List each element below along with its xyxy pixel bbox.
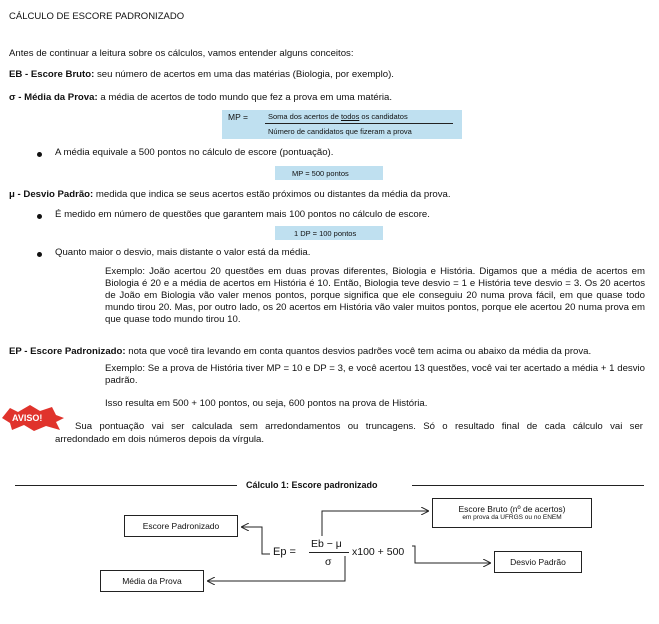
mp-formula-numerator: Soma dos acertos de todos os candidatos <box>268 112 408 121</box>
warning-line-1: Sua pontuação vai ser calculada sem arredondamentos ou truncagens. Só o resultado final de cada cálculo vai ser <box>75 421 643 432</box>
ep-term: EP - Escore Padronizado: <box>9 346 126 357</box>
example-historia: Exemplo: Se a prova de História tiver MP = 10 e DP = 3, e você acertou 13 questões, você vai ter acertado a média + 1 desvio padrão. <box>105 363 645 386</box>
mp-formula-lhs: MP = <box>228 112 248 122</box>
arrow-to-escore-padronizado <box>242 527 270 554</box>
bullet-mean: A média equivale a 500 pontos no cálculo de escore (pontuação). <box>55 147 334 158</box>
sigma-text: a média de acertos de todo mundo que fez a prova em uma matéria. <box>97 92 393 103</box>
arrow-to-desvio-padrao <box>412 546 490 563</box>
intro-text: Antes de continuar a leitura sobre os cálculos, vamos entender alguns conceitos: <box>9 48 354 59</box>
formula-tail: x100 + 500 <box>352 546 405 558</box>
mu-text: medida que indica se seus acertos estão próximos ou distantes da média da prova. <box>93 189 451 200</box>
formula-ep-label: Ep = <box>273 546 296 558</box>
sigma-term: σ - Média da Prova: <box>9 92 98 103</box>
formula-numerator: Eb − μ <box>311 538 342 550</box>
result-text: Isso resulta em 500 + 100 pontos, ou seja, 600 pontos na prova de História. <box>105 398 428 409</box>
escore-bruto-sub: em prova da UFRGS ou no ENEM <box>462 514 562 521</box>
escore-padronizado-box: Escore Padronizado <box>124 515 238 537</box>
mp-formula-denominator: Número de candidatos que fizeram a prova <box>268 127 412 136</box>
escore-bruto-label: Escore Bruto (nº de acertos) <box>458 504 566 514</box>
warning-line-2: arredondado em dois números depois da vírgula. <box>55 434 265 445</box>
eb-term: EB - Escore Bruto: <box>9 69 95 80</box>
mu-term: μ - Desvio Padrão: <box>9 189 94 200</box>
bullet-dp: É medido em número de questões que garantem mais 100 pontos no cálculo de escore. <box>55 209 430 220</box>
eb-text: seu número de acertos em uma das matérias (Biologia, por exemplo). <box>94 69 394 80</box>
media-prova-box: Média da Prova <box>100 570 204 592</box>
formula-denominator: σ <box>325 556 332 568</box>
bullet-desvio: Quanto maior o desvio, mais distante o valor está da média. <box>55 247 311 258</box>
arrow-to-escore-bruto <box>322 511 428 536</box>
desvio-padrao-box: Desvio Padrão <box>494 551 582 573</box>
arrow-to-media-prova <box>208 556 345 581</box>
dp-value: 1 DP = 100 pontos <box>294 229 357 238</box>
ep-text: nota que você tira levando em conta quantos desvios padrões você tem acima ou abaixo da média da prova. <box>125 346 592 357</box>
example-joao: Exemplo: João acertou 20 questões em duas provas diferentes, Biologia e História. Digamos que a média de acertos em Biologia é 20 e a média de acertos em História é 10. Então, Biologia teve desvio = 1 e História teve desvio = 3. Os 20 acertos de João em Biologia vão valer menos pontos, porque significa que ele conseguiu 20 numa prova fácil, em que quase todo mundo tirou 20. Mas, por outro lado, os 20 acertos em História vão valer muitos pontos, porque ele acertou 20 numa prova em que quase todo mundo tirou 10. <box>105 266 645 325</box>
diagram-heading: Cálculo 1: Escore padronizado <box>246 480 378 490</box>
mp-value: MP = 500 pontos <box>292 169 349 178</box>
warning-badge-label: AVISO! <box>12 413 43 423</box>
page-title: CÁLCULO DE ESCORE PADRONIZADO <box>9 11 185 22</box>
